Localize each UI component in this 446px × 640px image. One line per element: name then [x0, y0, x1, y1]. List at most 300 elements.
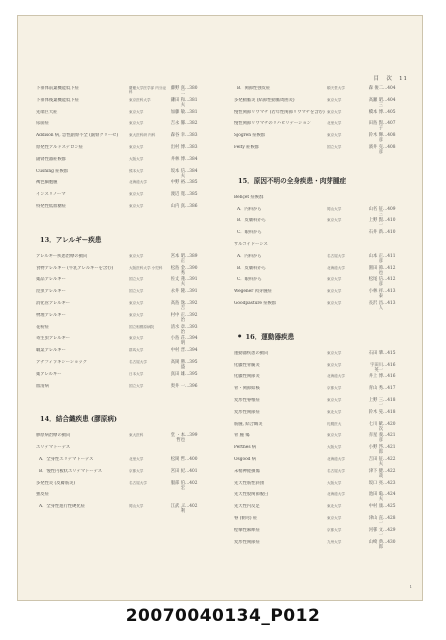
toc-entry — [234, 86, 409, 98]
entry-affiliation: 国立大学 — [129, 383, 144, 388]
entry-author: 高島 逸吉 — [170, 300, 185, 311]
entry-affiliation: 東京大学 — [327, 362, 342, 367]
toc-entry — [234, 540, 409, 552]
entry-page: …407 — [383, 121, 396, 127]
entry-title: 薬品アレルギー — [36, 277, 66, 283]
entry-title: 特発性低血糖症 — [36, 203, 67, 209]
toc-entry — [36, 289, 211, 301]
toc-entry — [36, 325, 211, 337]
entry-author: 松尾 信彦 — [368, 277, 383, 288]
systemic-disease-entry-list — [234, 195, 409, 313]
entry-affiliation: 大阪医科大学 小児科 — [129, 265, 163, 270]
entry-title: A．内科から — [237, 253, 262, 259]
entry-title: 骨・関節結核 — [234, 386, 260, 392]
entry-page: …391 — [185, 289, 198, 295]
toc-entry — [36, 348, 211, 360]
connective-tissue-entry-list — [36, 433, 211, 516]
entry-affiliation: 九州大学 — [327, 539, 342, 544]
toc-entry — [234, 351, 409, 363]
toc-entry — [36, 492, 211, 504]
entry-title: A．内科から — [237, 206, 262, 212]
toc-entry — [36, 336, 211, 348]
entry-page: …413 — [383, 300, 396, 306]
entry-title: 物理アレルギー — [36, 312, 66, 318]
entry-author: 村中 正治 — [170, 312, 185, 323]
entry-page: …410 — [383, 230, 396, 236]
entry-affiliation: 東京大学 — [327, 133, 342, 138]
rheumatic-entry-list — [234, 86, 409, 157]
toc-entry — [36, 121, 211, 133]
entry-author: 鈴木 晃 — [368, 409, 383, 415]
entry-title: 食物アレルギー (牛乳アレルギーを含む) — [36, 265, 114, 271]
entry-page: …402 — [185, 504, 198, 510]
entry-title: 多発動脈炎 (結節性動脈周囲炎) — [234, 97, 295, 103]
entry-affiliation: 名古屋大学 — [327, 468, 345, 473]
entry-title: 先天性筋性斜頸 — [234, 480, 265, 486]
toc-entry — [234, 289, 409, 301]
entry-page: …401 — [185, 468, 198, 474]
entry-title: Addison 病, 急性副腎不全 (副腎クリーゼ) — [36, 133, 119, 139]
entry-affiliation: 大阪大学 — [327, 480, 342, 485]
entry-affiliation: 北海道大学 — [327, 456, 345, 461]
toc-entry — [36, 98, 211, 110]
toc-entry — [36, 481, 211, 493]
toc-entry — [36, 266, 211, 278]
entry-affiliation: 北海道大学 — [327, 374, 345, 379]
entry-page: …386 — [185, 203, 198, 209]
toc-entry — [234, 398, 409, 410]
entry-page: …417 — [383, 386, 396, 392]
entry-page: …402 — [185, 480, 198, 486]
entry-author: 吉永 馨 — [170, 121, 185, 127]
toc-entry — [234, 528, 409, 540]
entry-title: B．関節性強皮症 — [237, 86, 271, 91]
entry-author: 真田 雄 — [170, 371, 185, 377]
toc-entry — [234, 481, 409, 493]
entry-affiliation: 東北大学 — [327, 504, 342, 509]
entry-title: Behçet 症候群 — [234, 194, 264, 200]
entry-affiliation: 札幌医大 — [327, 421, 342, 426]
entry-affiliation: 東京大学 — [129, 121, 144, 126]
entry-title: 原発性アルドステロン症 — [36, 144, 83, 150]
entry-title: Sjögren 症候群 — [234, 133, 266, 139]
toc-entry — [234, 504, 409, 516]
entry-author: 中村 晋 — [170, 348, 185, 354]
entry-author: 坂本 信夫 — [170, 168, 185, 179]
entry-affiliation: 名古屋大学 — [129, 359, 147, 364]
entry-page: …405 — [383, 109, 396, 115]
toc-entry — [36, 457, 211, 469]
toc-entry — [234, 457, 409, 469]
entry-title: 痙攣性麻痺症 — [234, 527, 260, 533]
entry-author: 青山 秀 — [368, 386, 383, 392]
entry-title: 尿崩症 — [36, 121, 49, 127]
entry-author: 小野 啓郎 — [368, 445, 383, 456]
entry-page: …423 — [383, 480, 396, 486]
entry-author: 田島 賢子 — [368, 121, 383, 132]
entry-author: 奥井 一 — [170, 383, 185, 389]
entry-affiliation: 東京大学 — [327, 300, 342, 305]
entry-affiliation: 慶應大学医学部 内分泌科 — [129, 86, 167, 95]
entry-page: …424 — [383, 492, 396, 498]
toc-entry — [36, 277, 211, 289]
entry-affiliation: 東京大学 — [327, 289, 342, 294]
entry-page: …425 — [383, 504, 396, 510]
entry-author: 吉田 征夫 — [368, 456, 383, 467]
page-number: 1 — [409, 584, 412, 589]
toc-entry — [234, 133, 409, 145]
entry-page: …408 — [383, 144, 396, 150]
entry-page: …380 — [185, 86, 198, 91]
entry-page: …415 — [383, 350, 396, 356]
entry-title: 化膿性関節炎 — [234, 374, 260, 380]
entry-affiliation: 東京大学 — [129, 300, 144, 305]
toc-entry — [234, 207, 409, 219]
entry-page: …409 — [383, 206, 396, 212]
entry-affiliation: 岡山大学 — [327, 206, 342, 211]
entry-author: 井林 博 — [170, 156, 185, 162]
entry-author: 津山 直一 — [368, 515, 383, 526]
entry-title: 運動器疾患の動向 — [234, 350, 269, 356]
entry-page: …389 — [185, 253, 198, 259]
entry-affiliation: 岡山大学 — [129, 504, 144, 509]
entry-affiliation: 群馬大学 — [129, 348, 144, 353]
entry-author: 清水 章治 — [170, 324, 185, 335]
toc-entry — [234, 98, 409, 110]
entry-title: 骨 腫 瘍 — [234, 433, 250, 439]
entry-page: …392 — [185, 300, 198, 306]
entry-author: 上野 賢一 — [368, 218, 383, 229]
entry-author: 園田 節也 — [368, 265, 383, 276]
entry-affiliation: 東京大学 — [327, 218, 342, 223]
entry-title: 薬アレルギー — [36, 371, 62, 377]
entry-affiliation: 熊本大学 — [129, 168, 144, 173]
entry-title: 変形性脊椎症 — [234, 397, 260, 403]
entry-title: 昆虫アレルギー — [36, 289, 66, 295]
entry-title: 血清病 — [36, 383, 49, 389]
entry-title: B．慢性円板状エリテマトーデス — [39, 468, 103, 474]
entry-title: 強皮症 — [36, 492, 49, 498]
section-15-heading: 15．原因不明の全身疾患・肉芽腫症 — [238, 176, 347, 185]
entry-page: …394 — [185, 348, 198, 354]
entry-affiliation: 東京大学 — [129, 203, 144, 208]
entry-page: …428 — [383, 515, 396, 521]
toc-entry — [234, 195, 409, 207]
entry-title: 膠原病治療の動向 — [36, 433, 71, 439]
entry-title: 変形性関節症 — [234, 409, 260, 415]
toc-entry — [36, 433, 211, 445]
entry-page: …421 — [383, 445, 396, 451]
entry-title: Goodpasture 症候群 — [234, 300, 277, 306]
toc-entry — [234, 516, 409, 528]
toc-entry — [234, 492, 409, 504]
entry-affiliation: 東京大学 — [327, 109, 342, 114]
entry-affiliation: 国立相模原病院 — [129, 324, 155, 329]
entry-page: …385 — [185, 192, 198, 198]
toc-entry — [234, 254, 409, 266]
entry-page: …395 — [185, 371, 198, 377]
entry-title: エリテマトーデス — [36, 445, 71, 451]
section-16-heading: ● 16．運動器疾患 — [234, 327, 409, 345]
entry-author: 宇田川 英一 — [370, 362, 383, 373]
entry-author: 中野 裕 — [170, 180, 185, 186]
entry-author: 松島 金秀 — [170, 265, 185, 276]
entry-page: …411 — [383, 253, 396, 259]
right-column — [234, 86, 409, 551]
endocrine-entry-list — [36, 86, 211, 216]
entry-title: A．全身性エリテマトーデス — [39, 456, 94, 462]
toc-entry — [36, 110, 211, 122]
entry-title: 筋腫, 結合織炎 — [234, 421, 263, 427]
entry-title: アナフィラキシーショック — [36, 359, 88, 365]
entry-page: …396 — [185, 383, 198, 389]
entry-author: 宮田 紀 — [170, 468, 185, 474]
entry-author: 松岡 哲 — [170, 456, 185, 462]
entry-affiliation: 順天堂大学 — [327, 86, 345, 90]
toc-entry — [234, 433, 409, 445]
allergy-entry-list — [36, 254, 211, 396]
entry-title: 変形性関節症 — [234, 539, 260, 545]
toc-entry — [234, 422, 409, 434]
entry-affiliation: 東京大学 — [129, 109, 144, 114]
toc-entry — [234, 374, 409, 386]
entry-title: 末梢神経損傷 — [234, 468, 260, 474]
entry-title: 慢性関節リウマチ (若年性関節リウマチを含む) — [234, 109, 325, 115]
entry-title: 寄生虫アレルギー — [36, 336, 71, 342]
toc-entry — [36, 133, 211, 145]
entry-author: 山本 正彦 — [368, 253, 383, 264]
entry-author: 小島 荘明 — [170, 336, 185, 347]
entry-title: 下垂体後葉機能低下症 — [36, 97, 79, 103]
entry-affiliation: 東京大学 — [129, 192, 144, 197]
entry-page: …381 — [185, 109, 198, 115]
entry-author: 津下 健哉 — [368, 468, 383, 479]
entry-page: …392 — [185, 312, 198, 318]
entry-title: 慢性関節リウマチのリハビリテーション — [234, 121, 311, 127]
entry-title: 消化管アレルギー — [36, 300, 71, 306]
entry-page: …412 — [383, 277, 396, 283]
entry-title: A．全身性進行性硬化症 — [39, 504, 86, 510]
entry-page: …421 — [383, 433, 396, 439]
entry-author: 服部 伯宏 — [170, 480, 185, 491]
entry-affiliation: 京都大学 — [327, 527, 342, 532]
toc-entry — [234, 386, 409, 398]
entry-affiliation: 名古屋大学 — [129, 480, 147, 485]
entry-affiliation: 北海道大学 — [327, 265, 345, 270]
entry-page: …383 — [185, 133, 198, 139]
toc-entry — [234, 363, 409, 375]
entry-title: 褐色細胞腫 — [36, 180, 58, 186]
entry-author: 渡辺 寛 — [170, 192, 185, 198]
musculoskeletal-entry-list — [234, 351, 409, 552]
toc-entry — [234, 301, 409, 313]
entry-affiliation: 国立大学 — [327, 144, 342, 149]
entry-title: Osgood 病 — [234, 456, 257, 462]
entry-page: …399 — [185, 433, 198, 439]
entry-author: 高岡 勝盛 — [170, 359, 185, 370]
entry-affiliation: 東京大学 — [129, 144, 144, 149]
entry-affiliation: 大阪大学 — [129, 156, 144, 161]
entry-author: 河邨 文一 — [368, 527, 383, 538]
entry-title: 職業アレルギー — [36, 348, 66, 354]
entry-title: 副腎性器症候群 — [36, 156, 67, 162]
entry-page: …404 — [383, 86, 396, 91]
entry-author: 佐丈 蓮夫 — [170, 277, 185, 288]
toc-entry — [36, 180, 211, 192]
toc-entry — [234, 230, 409, 242]
page-header: 目 次 11 — [373, 76, 408, 82]
entry-author: 永井 隆 — [170, 289, 185, 295]
entry-author: 濱井 克彦 — [368, 144, 383, 155]
entry-author: 出村 博 — [170, 144, 185, 150]
entry-author: 山崎 典郎 — [368, 539, 383, 550]
toc-entry — [36, 360, 211, 372]
entry-affiliation: 東京医科大学 — [129, 97, 151, 102]
entry-page: …418 — [383, 409, 396, 415]
toc-entry — [36, 504, 211, 516]
entry-author: 山名 征三 — [368, 206, 383, 217]
entry-affiliation: 北里大学 — [129, 456, 144, 461]
entry-author: 堂 ・本 哲也 — [170, 433, 185, 444]
entry-page: …430 — [383, 539, 396, 545]
entry-affiliation: 東北大学 — [327, 409, 342, 414]
entry-author: 池田 亀夫 — [368, 492, 383, 503]
entry-author: 藤野 真二 — [170, 86, 185, 96]
entry-page: …383 — [185, 144, 198, 150]
entry-affiliation: 東京大学 — [129, 312, 144, 317]
entry-author: 石田 肇 — [368, 350, 383, 356]
entry-author: 森谷 幸 — [170, 133, 185, 139]
toc-entry — [234, 218, 409, 230]
section-13-heading: 13．アレルギー疾患 — [40, 235, 102, 244]
toc-entry — [36, 301, 211, 313]
toc-entry — [36, 384, 211, 396]
entry-author: 森 俊二 — [368, 86, 383, 91]
entry-affiliation: 東京大学 — [327, 350, 342, 355]
entry-title: アレルギー疾患治療の動向 — [36, 253, 88, 259]
entry-title: Perthes 病 — [234, 445, 257, 451]
entry-author: 井上 博 — [368, 374, 383, 380]
entry-title: B．皮膚科から — [237, 218, 266, 224]
toc-entry — [234, 410, 409, 422]
entry-page: …395 — [185, 359, 198, 365]
toc-entry — [234, 277, 409, 289]
toc-entry — [36, 145, 211, 157]
entry-author: 高瀬 昭三 — [368, 97, 383, 108]
toc-entry — [234, 445, 409, 457]
document-page — [17, 15, 423, 601]
entry-page: …422 — [383, 468, 396, 474]
entry-title: 脊 (側弯) 症 — [234, 515, 258, 521]
entry-page: …400 — [185, 456, 198, 462]
entry-author: 加藤 敏 — [170, 109, 185, 115]
entry-affiliation: 東京大学 — [129, 253, 144, 258]
entry-affiliation: 東京大学 — [129, 336, 144, 341]
entry-page: …408 — [383, 133, 396, 139]
entry-title: 化膿性骨髄炎 — [234, 362, 260, 368]
entry-author: 小林 祥泰 — [368, 289, 383, 300]
entry-affiliation: 北海道大学 — [129, 180, 147, 185]
entry-affiliation: 京都大学 — [129, 468, 144, 473]
entry-title: 先端巨大症 — [36, 109, 58, 115]
entry-page: …429 — [383, 527, 396, 533]
entry-page: …422 — [383, 456, 396, 462]
toc-entry — [36, 204, 211, 216]
toc-entry — [36, 192, 211, 204]
entry-author: 鈴木 輝彦 — [368, 133, 383, 144]
entry-affiliation: 東京大学 — [327, 433, 342, 438]
entry-title: C．眼科から — [237, 230, 262, 236]
entry-author: 鎌田 和夫 — [170, 97, 185, 108]
toc-entry — [36, 86, 211, 98]
entry-affiliation: 国立大学 — [129, 289, 144, 294]
entry-affiliation: 東大医科 — [129, 433, 144, 438]
entry-affiliation: 東大医科研 内科 — [129, 133, 156, 138]
entry-affiliation: 京都大学 — [327, 386, 342, 391]
entry-title: Cushing 症候群 — [36, 168, 69, 174]
left-column — [36, 86, 211, 516]
entry-author: 橋本 博 — [368, 109, 383, 115]
entry-affiliation: 日本大学 — [129, 371, 144, 376]
entry-author: 山内 真 — [170, 203, 185, 209]
entry-page: …413 — [383, 289, 396, 295]
toc-entry — [234, 469, 409, 481]
entry-affiliation: 名古屋大学 — [327, 253, 345, 258]
entry-title: 多発性炎 (皮膚筋炎) — [36, 480, 76, 486]
entry-affiliation: 大阪大学 — [327, 445, 342, 450]
toc-entry — [234, 110, 409, 122]
entry-affiliation: 東京大学 — [327, 515, 342, 520]
entry-author: 江武 ぶ利 — [170, 504, 185, 515]
entry-affiliation: 北海道大学 — [327, 492, 345, 497]
entry-author: 上野 三一 — [368, 397, 383, 408]
entry-page: …384 — [185, 156, 198, 162]
entry-page: …412 — [383, 265, 396, 271]
entry-affiliation: 東京大学 — [327, 97, 342, 102]
entry-author: 赤星 義彦 — [368, 433, 383, 444]
entry-page: …393 — [185, 324, 198, 330]
image-caption: 20070040134_P012 — [125, 606, 321, 626]
entry-title: 花粉症 — [36, 324, 49, 330]
toc-entry — [36, 372, 211, 384]
entry-author: 石井 新 — [368, 230, 383, 236]
entry-author: 坂口 亮 — [368, 480, 383, 486]
entry-page: …420 — [383, 421, 396, 427]
entry-author: 宮本 昭正 — [170, 253, 185, 264]
entry-title: 下垂体前葉機能低下症 — [36, 86, 79, 91]
entry-page: …404 — [383, 97, 396, 103]
entry-author: 七川 歓次 — [368, 421, 383, 432]
entry-page: …390 — [185, 265, 198, 271]
entry-page: …416 — [383, 374, 396, 380]
entry-affiliation: 国立大学 — [129, 277, 144, 282]
entry-page: …394 — [185, 336, 198, 342]
toc-entry — [234, 266, 409, 278]
entry-page: …385 — [185, 180, 198, 186]
entry-author: 中村 康 — [368, 504, 383, 510]
entry-title: Wegener 肉芽腫症 — [234, 289, 272, 295]
toc-entry — [36, 469, 211, 481]
toc-entry — [36, 445, 211, 457]
entry-title: Felty 症候群 — [234, 144, 260, 150]
entry-page: …418 — [383, 397, 396, 403]
toc-entry — [36, 169, 211, 181]
entry-title: B．皮膚科から — [237, 265, 266, 271]
entry-title: 先天性内反足 — [234, 504, 260, 510]
entry-page: …382 — [185, 121, 198, 127]
entry-page: …410 — [383, 218, 396, 224]
entry-page: …416 — [383, 362, 396, 368]
